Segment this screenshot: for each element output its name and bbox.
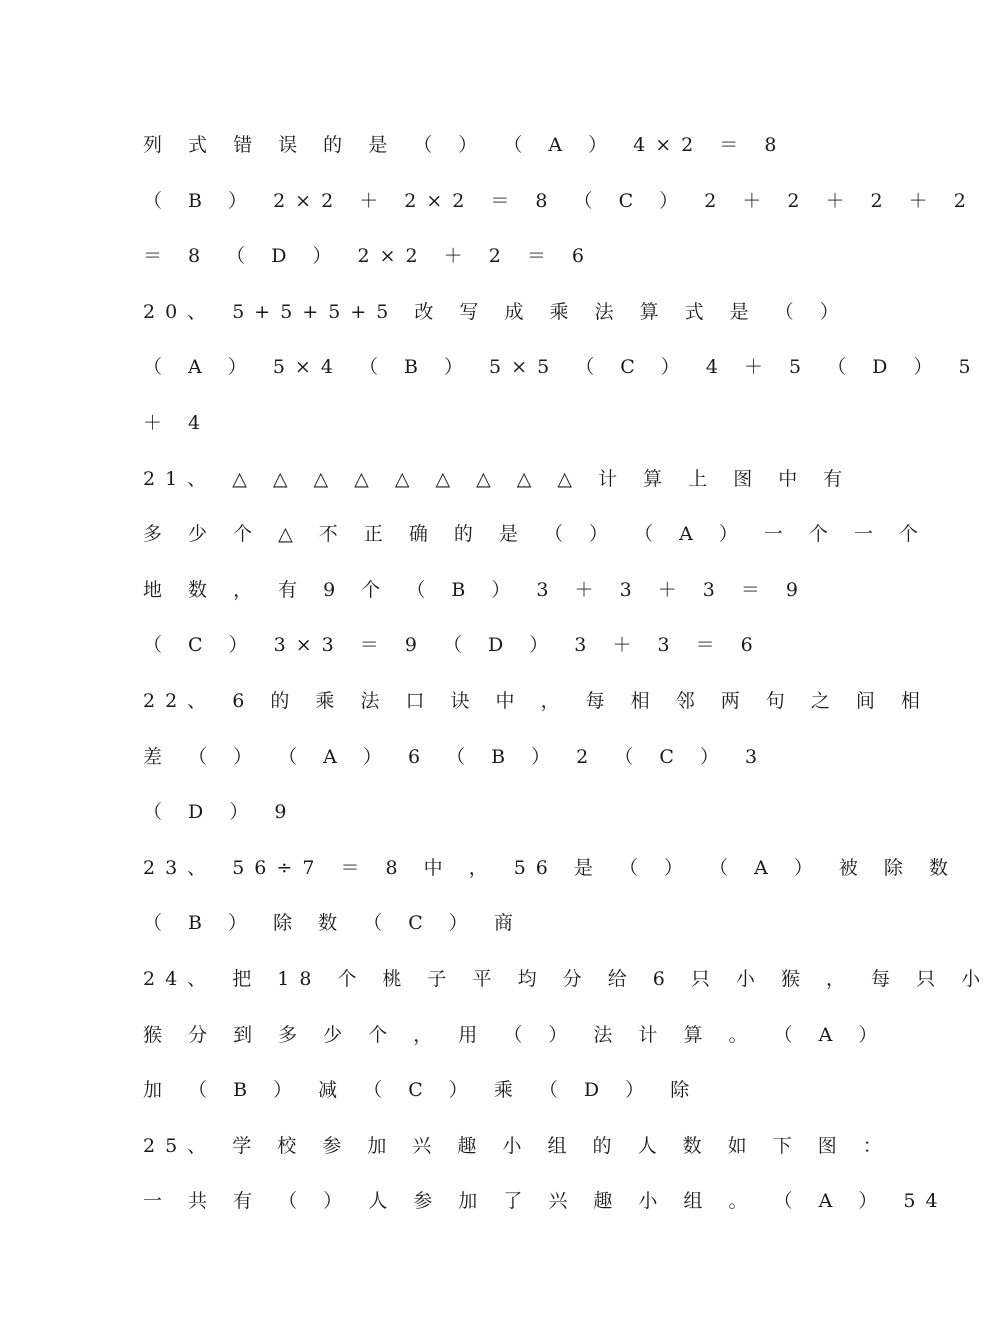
question-24-line: 24、 把 18 个 桃 子 平 均 分 给 6 只 小 猴 ， 每 只 小 [143,968,990,990]
text-line: 差 （ ） （ A ） 6 （ B ） 2 （ C ） 3 [143,746,768,768]
question-25-line: 25、 学 校 参 加 兴 趣 小 组 的 人 数 如 下 图 ： [143,1135,892,1157]
text-line: （ B ） 除 数 （ C ） 商 [143,912,523,934]
text-line: 猴 分 到 多 少 个 ， 用 （ ） 法 计 算 。 （ A ） [143,1024,888,1046]
text-line: 地 数 ， 有 9 个 （ B ） 3 ＋ 3 ＋ 3 ＝ 9 [143,579,808,601]
text-line: 加 （ B ） 减 （ C ） 乘 （ D ） 除 [143,1079,700,1101]
question-23-line: 23、 56÷7 ＝ 8 中 ， 56 是 （ ） （ A ） 被 除 数 [143,857,958,879]
text-line: 一 共 有 （ ） 人 参 加 了 兴 趣 小 组 。 （ A ） 54 [143,1190,948,1212]
text-line: （ C ） 3×3 ＝ 9 （ D ） 3 ＋ 3 ＝ 6 [143,634,763,656]
text-line: （ D ） 9 [143,801,297,823]
text-line: 列 式 错 误 的 是 （ ） （ A ） 4×2 ＝ 8 [143,134,787,156]
text-line: （ A ） 5×4 （ B ） 5×5 （ C ） 4 ＋ 5 （ D ） 5 [143,356,981,378]
text-line: ＋ 4 [143,412,211,434]
question-20-line: 20、 5+5+5+5 改 写 成 乘 法 算 式 是 （ ） [143,301,849,323]
question-21-line: 21、 △ △ △ △ △ △ △ △ △ 计 算 上 图 中 有 [143,468,853,490]
question-22-line: 22、 6 的 乘 法 口 诀 中 ， 每 相 邻 两 句 之 间 相 [143,690,930,712]
text-line: ＝ 8 （ D ） 2×2 ＋ 2 ＝ 6 [143,245,594,267]
text-line: （ B ） 2×2 ＋ 2×2 ＝ 8 （ C ） 2 ＋ 2 ＋ 2 ＋ 2 [143,190,976,212]
text-line: 多 少 个 △ 不 正 确 的 是 （ ） （ A ） 一 个 一 个 [143,523,929,545]
